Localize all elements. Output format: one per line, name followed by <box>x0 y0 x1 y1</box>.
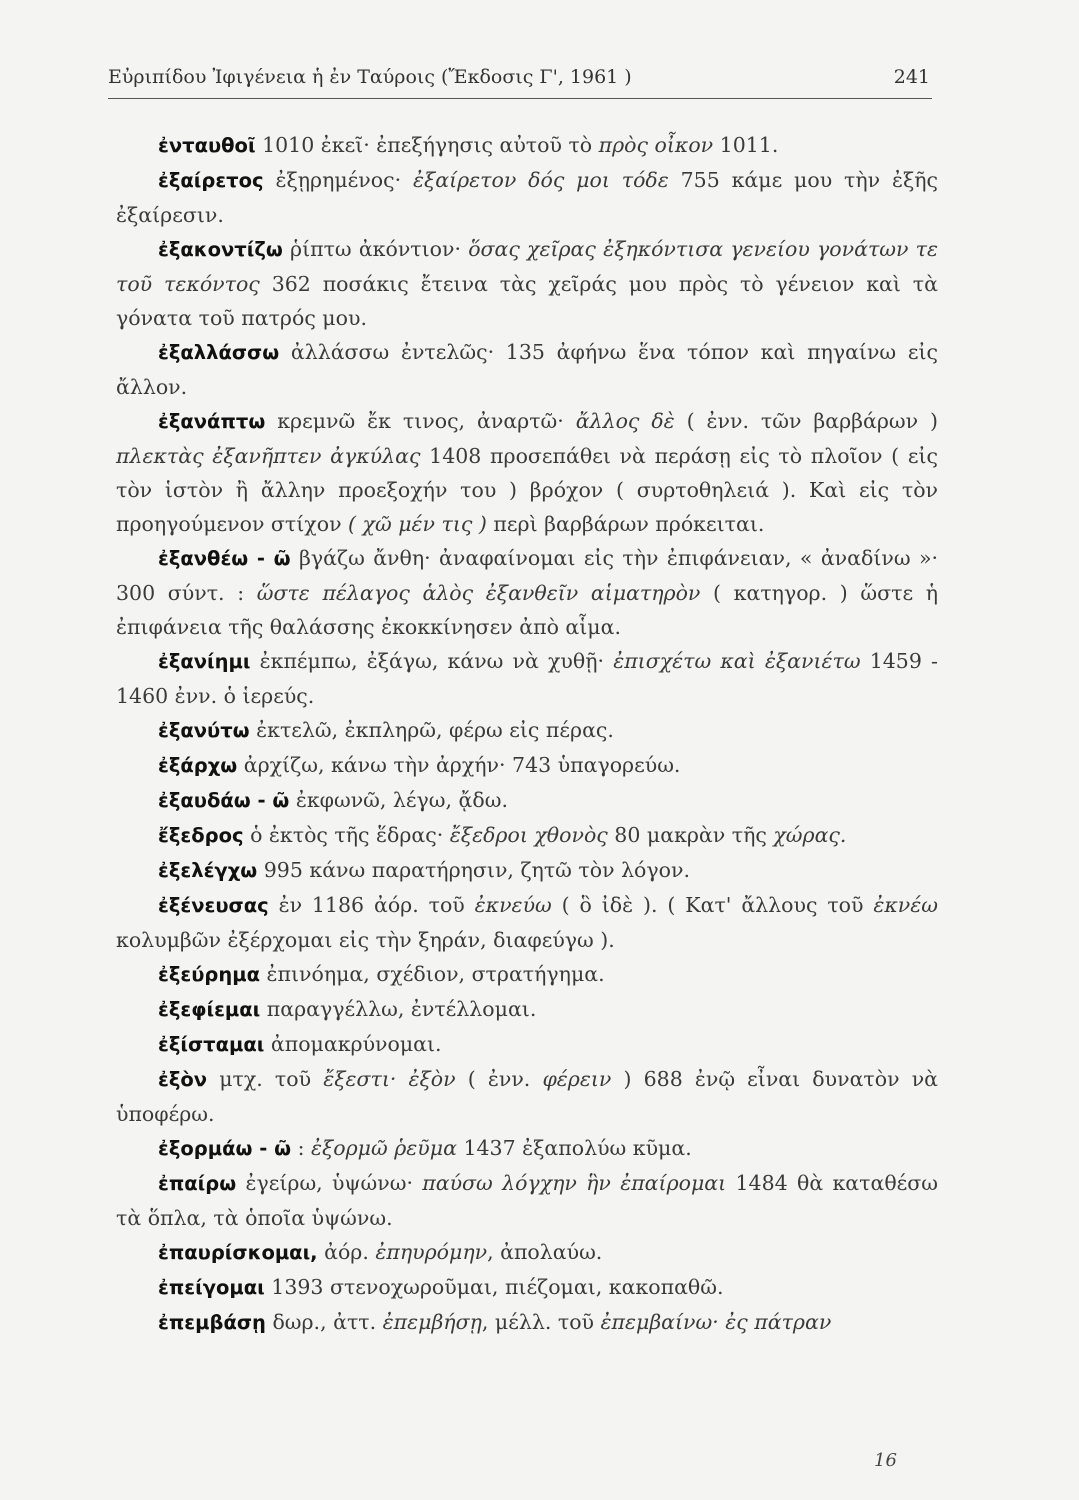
entry-text: ( ὃ ἰδὲ ). ( Κατ' ἄλλους τοῦ <box>551 893 874 917</box>
entry-citation: ἔξεδροι χθονὸς <box>449 823 608 847</box>
entry-text: ἐκτελῶ, ἐκπληρῶ, φέρω εἰς πέρας. <box>249 718 614 742</box>
entry-text: 995 κάνω παρατήρησιν, ζητῶ τὸν λόγον. <box>257 858 690 882</box>
glossary-entry <box>116 1131 938 1166</box>
glossary-entry <box>116 888 938 957</box>
entry-text: ἐπινόημα, σχέδιον, στρατήγημα. <box>260 962 605 986</box>
entry-text: περὶ βαρβάρων πρόκειται. <box>486 512 765 536</box>
entry-text: ἀπομακρύνομαι. <box>264 1032 442 1056</box>
glossary-entry <box>116 232 938 335</box>
entry-citation: ἐκνέω <box>873 893 938 917</box>
entry-text: παραγγέλλω, ἐντέλλομαι. <box>260 997 537 1021</box>
entry-citation: ἐπισχέτω καὶ ἐξανιέτω <box>613 649 861 673</box>
entry-text: 1011. <box>713 133 779 157</box>
glossary-entry <box>116 163 938 232</box>
entry-citation: ἐπεμβήσῃ <box>382 1310 482 1334</box>
entry-citation: ὅσας χεῖρας ἐξηκόντισα γενείου γονάτων τε τοῦ τεκόντος <box>116 237 938 296</box>
glossary-entries <box>116 128 938 1340</box>
entry-text: , μέλλ. τοῦ <box>481 1310 601 1334</box>
entry-text: βγάζω ἄνθη· ἀναφαίνομαι εἰς τὴν ἐπιφάνειαν, « ἀναδίνω »· 300 σύντ. : <box>116 546 938 605</box>
entry-headword: ἐξανθέω - ῶ <box>158 547 291 570</box>
entry-headword: ἐπαυρίσκομαι, <box>158 1241 318 1264</box>
glossary-entry <box>116 957 938 992</box>
entry-headword: ἐξελέγχω <box>158 859 258 882</box>
entry-text: ἐν 1186 ἀόρ. τοῦ <box>268 893 475 917</box>
entry-text: 362 ποσάκις ἔτεινα τὰς χεῖράς μου πρὸς τὸ γένειον καὶ τὰ γόνατα τοῦ πατρός μου. <box>116 272 938 330</box>
glossary-entry <box>116 541 938 644</box>
entry-headword: ἐξανίημι <box>158 650 251 673</box>
entry-headword: ἐξαλλάσσω <box>158 341 280 364</box>
entry-headword: ἐξεφίεμαι <box>158 998 261 1021</box>
entry-text: 1484 θὰ καταθέσω τὰ ὅπλα, τὰ ὁποῖα ὑψώνω. <box>116 1171 938 1230</box>
glossary-entry <box>116 1235 938 1270</box>
entry-text: ἀόρ. <box>317 1240 376 1264</box>
glossary-entry <box>116 713 938 748</box>
entry-headword: ἐνταυθοῖ <box>158 134 256 157</box>
entry-citation: ἐξορμῶ ῥεῦμα <box>311 1136 457 1160</box>
glossary-entry <box>116 404 938 541</box>
glossary-entry <box>116 1166 938 1235</box>
glossary-entry <box>116 644 938 713</box>
entry-citation: ἔξεστι· ἐξὸν <box>323 1067 456 1091</box>
entry-headword: ἐξίσταμαι <box>158 1033 265 1056</box>
entry-citation: χώρας. <box>773 823 847 847</box>
glossary-entry <box>116 1062 938 1131</box>
glossary-entry <box>116 818 938 853</box>
entry-text: ) 688 ἐνῷ εἶναι δυνατὸν νὰ ὑποφέρω. <box>116 1067 938 1126</box>
header-rule <box>108 98 932 99</box>
page-number: 241 <box>893 66 930 88</box>
entry-citation: ἐπηυρόμην <box>375 1240 488 1264</box>
entry-text: ὁ ἐκτὸς τῆς ἕδρας· <box>243 823 450 847</box>
entry-text: ἀλλάσσω ἐντελῶς· 135 ἀφήνω ἕνα τόπον καὶ πηγαίνω εἰς ἄλλον. <box>116 340 938 399</box>
entry-headword: ἐξανάπτω <box>158 410 266 433</box>
entry-citation: ( χῶ μέν τις ) <box>348 512 487 536</box>
glossary-entry <box>116 1270 938 1305</box>
entry-text: κολυμβῶν ἐξέρχομαι εἰς τὴν ξηράν, διαφεύγω ). <box>116 928 615 952</box>
signature-mark: 16 <box>874 1450 897 1471</box>
entry-headword: ἐπαίρω <box>158 1172 237 1195</box>
entry-headword: ἐπείγομαι <box>158 1276 265 1299</box>
entry-citation: ἐξαίρετον δός μοι τόδε <box>412 168 669 192</box>
glossary-entry <box>116 335 938 404</box>
entry-headword: ἐξακοντίζω <box>158 238 283 261</box>
entry-text: ῥίπτω ἀκόντιον· <box>282 237 469 261</box>
entry-text: ( ἐνν. τῶν βαρβάρων ) <box>674 409 938 433</box>
entry-text: ( κατηγορ. ) ὥστε ἡ ἐπιφάνεια τῆς θαλάσσης ἐκοκκίνησεν ἀπὸ αἷμα. <box>116 581 938 639</box>
entry-citation: ἐκνεύω <box>474 893 552 917</box>
entry-text: 1010 ἐκεῖ· ἐπεξήγησις αὐτοῦ τὸ <box>255 133 599 157</box>
entry-headword: ἐξαίρετος <box>158 169 264 192</box>
glossary-entry <box>116 853 938 888</box>
entry-headword: ἐξεύρημα <box>158 963 260 986</box>
entry-text: ἐκπέμπω, ἐξάγω, κάνω νὰ χυθῇ· <box>250 649 614 673</box>
entry-citation: φέρειν <box>542 1067 612 1091</box>
entry-text: ( ἐνν. <box>455 1067 543 1091</box>
entry-text: ἐξῃρημένος· <box>263 168 413 192</box>
entry-text: μτχ. τοῦ <box>207 1067 324 1091</box>
entry-text: 1459 - 1460 ἐνν. ὁ ἱερεύς. <box>116 649 938 708</box>
entry-text: ἐγείρω, ὑψώνω· <box>236 1171 423 1195</box>
entry-citation: πρὸς οἶκον <box>598 133 714 157</box>
entry-headword: ἐπεμβάσῃ <box>158 1311 266 1334</box>
glossary-entry <box>116 748 938 783</box>
entry-citation: πλεκτὰς ἐξανῆπτεν ἀγκύλας <box>116 444 421 468</box>
entry-text: 1437 ἐξαπολύω κῦμα. <box>456 1136 692 1160</box>
entry-citation: ὥστε πέλαγος ἁλὸς ἐξανθεῖν αἱματηρὸν <box>256 581 701 605</box>
entry-text: ἀρχίζω, κάνω τὴν ἀρχήν· 743 ὑπαγορεύω. <box>237 753 681 777</box>
entry-text: 1408 προσεπάθει νὰ περάσῃ εἰς τὸ πλοῖον ( εἰς τὸν ἱστὸν ἢ ἄλλην προεξοχήν του ) βρόχον ( συρτοθηλειά ). Καὶ εἰς τὸν προηγούμενον στίχον <box>116 444 938 536</box>
entry-text: 80 μακρὰν τῆς <box>607 823 774 847</box>
entry-headword: ἔξεδρος <box>158 824 244 847</box>
glossary-entry <box>116 1305 938 1340</box>
entry-headword: ἐξανύτω <box>158 719 250 742</box>
glossary-entry <box>116 1027 938 1062</box>
entry-headword: ἐξὸν <box>158 1068 208 1091</box>
entry-headword: ἐξορμάω - ῶ <box>158 1137 292 1160</box>
running-header <box>108 66 930 96</box>
entry-text: δωρ., ἀττ. <box>265 1310 383 1334</box>
entry-text: κρεμνῶ ἔκ τινος, ἀναρτῶ· <box>265 409 576 433</box>
entry-text: 755 κάμε μου τὴν ἐξῆς ἐξαίρεσιν. <box>116 168 938 227</box>
entry-text: 1393 στενοχωροῦμαι, πιέζομαι, κακοπαθῶ. <box>264 1275 724 1299</box>
entry-headword: ἐξάρχω <box>158 754 238 777</box>
entry-citation: ἐπεμβαίνω· ἐς πάτραν <box>600 1310 832 1334</box>
glossary-entry <box>116 128 938 163</box>
entry-text: , ἀπολαύω. <box>487 1240 603 1264</box>
entry-headword: ἐξαυδάω - ῶ <box>158 789 290 812</box>
entry-citation: ἄλλος δὲ <box>575 409 675 433</box>
entry-citation: παύσω λόγχην ἣν ἐπαίρομαι <box>422 1171 727 1195</box>
glossary-entry <box>116 992 938 1027</box>
entry-headword: ἐξένευσας <box>158 894 269 917</box>
glossary-entry <box>116 783 938 818</box>
running-title: Εὐριπίδου Ἰφιγένεια ἡ ἐν Ταύροις (Ἔκδοσις Γ', 1961 ) <box>108 66 632 88</box>
entry-text: ἐκφωνῶ, λέγω, ᾄδω. <box>289 788 508 812</box>
entry-text: : <box>291 1136 311 1160</box>
